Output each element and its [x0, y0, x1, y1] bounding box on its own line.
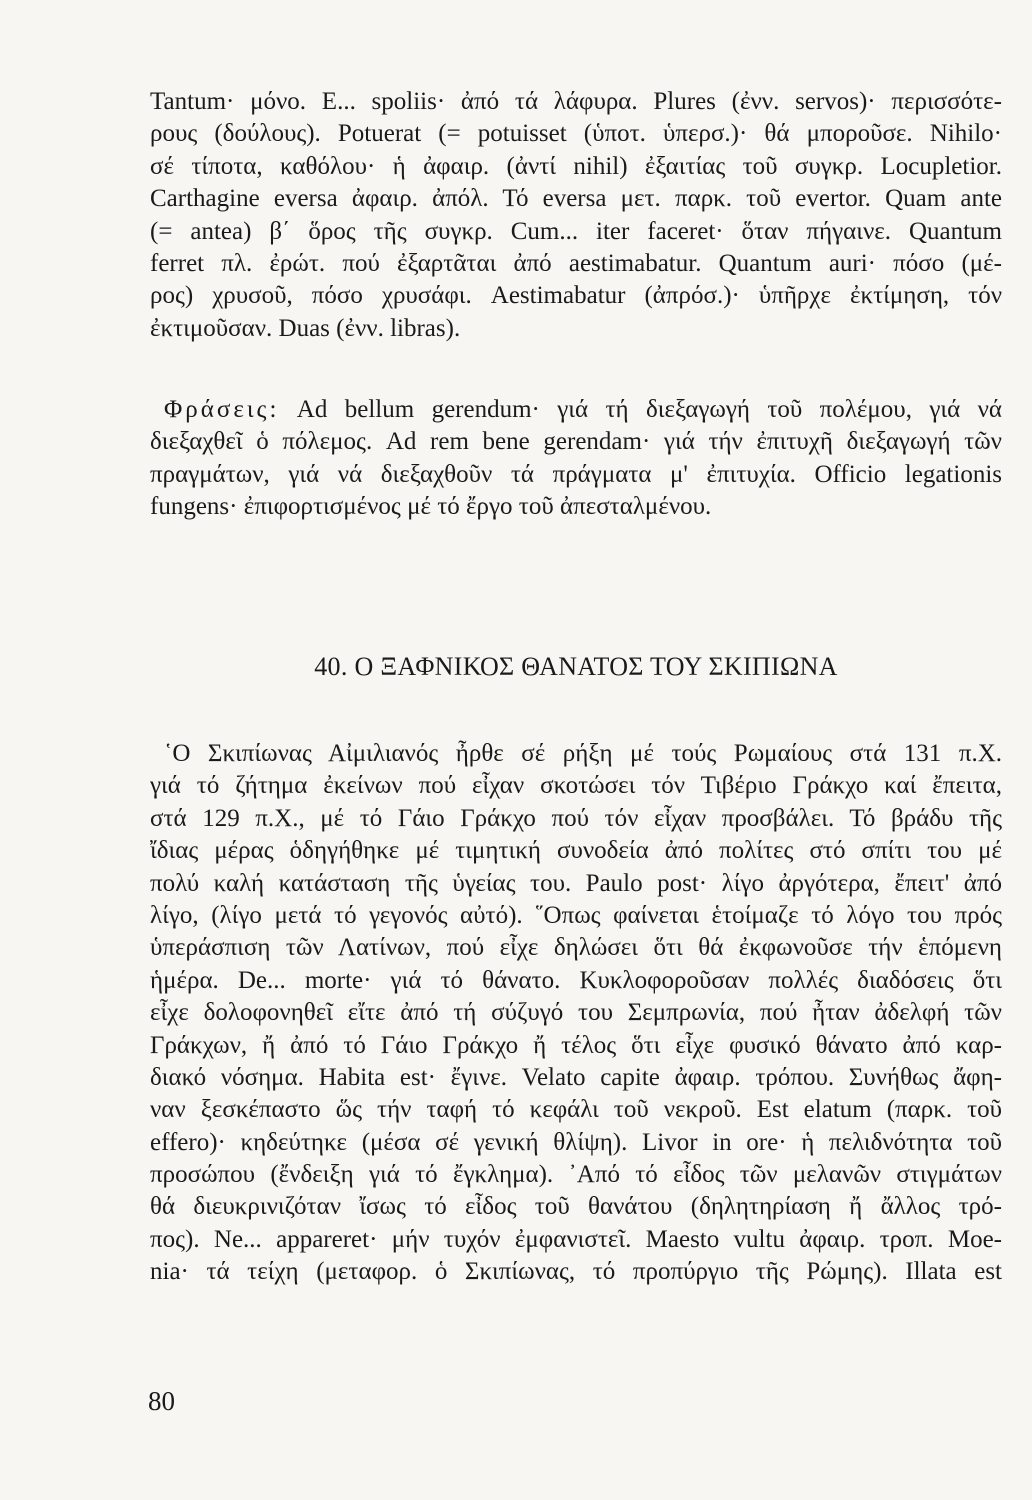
text-line: ἐκτιμοῦσαν. Duas (ἐνν. libras). [150, 314, 461, 342]
text-line: ναν ξεσκέπαστο ὥς τήν ταφή τό κεφάλι τοῦ νεκροῦ. Est elatum (παρκ. τοῦ [150, 1096, 1002, 1124]
phrases-first-line: Ad bellum gerendum· γιά τή διεξαγωγή τοῦ πολέμου, γιά νά [296, 396, 1002, 423]
text-line: Tantum· μόνο. E... spoliis· ἀπό τά λάφυρα. Plures (ἐνν. servos)· περισσότε- [150, 88, 1002, 115]
phrases-paragraph [150, 394, 1002, 524]
text-line: Γράκχων, ἤ ἀπό τό Γάιο Γράκχο ἤ τέλος ὅτι εἶχε φυσικό θάνατο ἀπό καρ- [150, 1031, 1002, 1059]
text-line [150, 394, 1002, 426]
text-line: προσώπου (ἔνδειξη γιά τό ἔγκλημα). ᾿Από τό εἶδος τῶν μελανῶν στιγμάτων [150, 1161, 1002, 1189]
notes-paragraph [150, 86, 1002, 345]
text-line: διεξαχθεῖ ὁ πόλεμος. Ad rem bene gerendam· γιά τήν ἐπιτυχῆ διεξαγωγή τῶν [150, 428, 1002, 456]
text-line: σέ τίποτα, καθόλου· ἡ ἀφαιρ. (ἀντί nihil) ἐξαιτίας τοῦ συγκρ. Locupletior. [150, 152, 1002, 180]
text-line: ferret πλ. ἐρώτ. πού ἐξαρτᾶται ἀπό aestimabatur. Quantum auri· πόσο (μέ- [150, 249, 1002, 277]
phrases-label: Φράσεις: [164, 396, 280, 423]
text-line: θά διευκρινιζόταν ἴσως τό εἶδος τοῦ θανάτου (δηλητηρίαση ἤ ἄλλος τρό- [150, 1193, 1002, 1221]
section-heading: 40. Ο ΞΑΦΝΙΚΟΣ ΘΑΝΑΤΟΣ ΤΟΥ ΣΚΙΠΙΩΝΑ [314, 652, 838, 681]
text-line: πολύ καλή κατάσταση τῆς ὑγείας του. Paulo post· λίγο ἀργότερα, ἔπειτ' ἀπό [150, 869, 1002, 897]
text-line: πραγμάτων, γιά νά διεξαχθοῦν τά πράγματα μ' ἐπιτυχία. Officio legationis [150, 460, 1002, 488]
page-number: 80 [148, 1386, 175, 1416]
text-line: διακό νόσημα. Habita est· ἔγινε. Velato capite ἀφαιρ. τρόπου. Συνήθως ἄφη- [150, 1063, 1002, 1091]
text-line: fungens· ἐπιφορτισμένος μέ τό ἔργο τοῦ ἀπεσταλμένου. [150, 493, 712, 521]
text-line: ῾Ο Σκιπίωνας Αἰμιλιανός ἦρθε σέ ρήξη μέ τούς Ρωμαίους στά 131 π.Χ. [164, 740, 1002, 767]
text-line: εἶχε δολοφονηθεῖ εἴτε ἀπό τή σύζυγό του Σεμπρωνία, πού ἦταν ἀδελφή τῶν [150, 999, 1002, 1027]
text-line: ἡμέρα. De... morte· γιά τό θάνατο. Κυκλοφοροῦσαν πολλές διαδόσεις ὅτι [150, 966, 1002, 994]
text-line: ἴδιας μέρας ὁδηγήθηκε μέ τιμητική συνοδεία ἀπό πολίτες στό σπίτι του μέ [150, 837, 1002, 865]
text-line: λίγο, (λίγο μετά τό γεγονός αὐτό). ῞Οπως φαίνεται ἑτοίμαζε τό λόγο του πρός [150, 901, 1002, 929]
section-body [150, 738, 1002, 1289]
text-line: πος). Ne... appareret· μήν τυχόν ἐμφανιστεῖ. Maesto vultu ἀφαιρ. τροπ. Moe- [150, 1225, 1002, 1253]
text-line: effero)· κηδεύτηκε (μέσα σέ γενική θλίψη). Livor in ore· ἡ πελιδνότητα τοῦ [150, 1128, 1002, 1156]
text-line: (= antea) β΄ ὅρος τῆς συγκρ. Cum... iter faceret· ὅταν πήγαινε. Quantum [150, 217, 1002, 245]
text-line: ὑπεράσπιση τῶν Λατίνων, πού εἶχε δηλώσει ὅτι θά ἐκφωνοῦσε τήν ἑπόμενη [150, 934, 1002, 962]
text-line: ρος) χρυσοῦ, πόσο χρυσάφι. Aestimabatur (ἀπρόσ.)· ὑπῆρχε ἐκτίμηση, τόν [150, 282, 1002, 310]
text-line: nia· τά τείχη (μεταφορ. ὁ Σκιπίωνας, τό προπύργιο τῆς Ρώμης). Illata est [150, 1258, 1002, 1286]
text-line: ρους (δούλους). Potuerat (= potuisset (ὑποτ. ὑπερσ.)· θά μποροῦσε. Nihilo· [150, 120, 1002, 148]
text-line: Carthagine eversa ἀφαιρ. ἀπόλ. Τό eversa μετ. παρκ. τοῦ evertor. Quam ante [150, 185, 1002, 213]
text-line: γιά τό ζήτημα ἐκείνων πού εἶχαν σκοτώσει τόν Τιβέριο Γράκχο καί ἔπειτα, [150, 772, 1002, 800]
text-line: στά 129 π.Χ., μέ τό Γάιο Γράκχο πού τόν εἶχαν προσβάλει. Τό βράδυ τῆς [150, 804, 1002, 832]
